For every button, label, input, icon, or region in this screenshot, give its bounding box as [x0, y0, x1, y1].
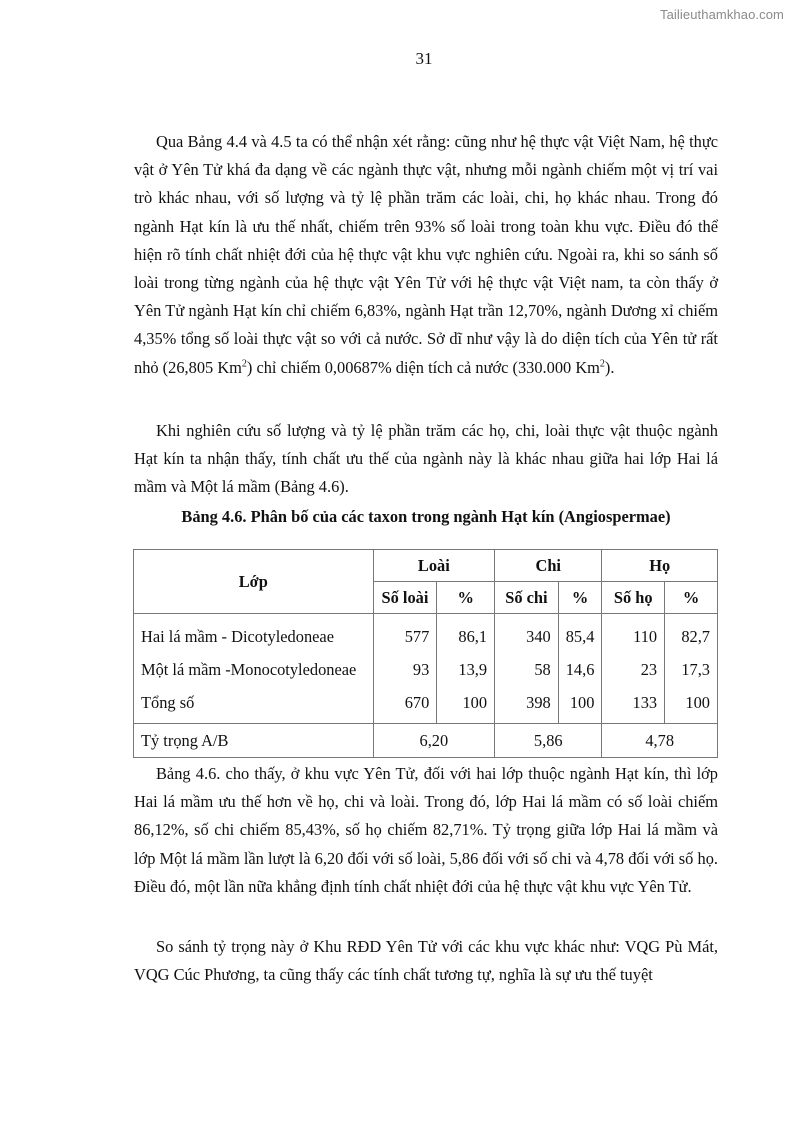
table-cell: 86,1	[437, 614, 495, 654]
superscript-2: 2	[599, 358, 605, 370]
header-sub: %	[558, 582, 602, 614]
table-cell: 14,6	[558, 653, 602, 686]
header-group-species: Loài	[373, 550, 494, 582]
page-number: 31	[415, 49, 433, 68]
table-cell: 23	[602, 653, 665, 686]
header-group-family: Họ	[602, 550, 718, 582]
paragraph-2: Khi nghiên cứu số lượng và tỷ lệ phần trăm các họ, chi, loài thực vật thuộc ngành Hạt kín ta nhận thấy, tính chất ưu thế của ngành này là khác nhau giữa hai lớp Hai lá mầm và Một lá mầm (Bảng 4.6).	[134, 421, 718, 497]
header-sub: %	[437, 582, 495, 614]
paragraph-3: Bảng 4.6. cho thấy, ở khu vực Yên Tử, đối với hai lớp thuộc ngành Hạt kín, thì lớp Hai lá mầm ưu thế hơn về họ, chi và loài. Trong đó, lớp Hai lá mầm có số loài chiếm 86,12%, số chi chiếm 85,43%, số họ chiếm 82,71%. Tỷ trọng giữa lớp Hai lá mầm và lớp Một lá mầm lần lượt là 6,20 đối với số loài, 5,86 đối với số chi và 4,78 đối với số họ. Điều đó, một lần nữa khẳng định tính chất nhiệt đới của hệ thực vật khu vực Yên Tử.	[134, 764, 718, 896]
table-cell: 577	[373, 614, 437, 654]
table-cell: 670	[373, 686, 437, 724]
table-row	[134, 686, 718, 724]
header-sub: %	[665, 582, 718, 614]
superscript-1: 2	[241, 358, 247, 370]
table-cell: 58	[495, 653, 559, 686]
row-label: Một lá mầm -Monocotyledoneae	[134, 653, 374, 686]
table-row	[134, 614, 718, 654]
ratio-row	[134, 724, 718, 758]
ratio-label: Tỷ trọng A/B	[134, 724, 374, 758]
table-cell: 110	[602, 614, 665, 654]
table-row	[134, 653, 718, 686]
ratio-family: 4,78	[602, 724, 718, 758]
header-sub: Số họ	[602, 582, 665, 614]
table-cell: 133	[602, 686, 665, 724]
paragraph-4: So sánh tỷ trọng này ở Khu RĐD Yên Tử với các khu vực khác như: VQG Pù Mát, VQG Cúc Phương, ta cũng thấy các tính chất tương tự, nghĩa là sự ưu thế tuyệt	[134, 937, 718, 985]
header-sub: Số loài	[373, 582, 437, 614]
taxon-table	[133, 549, 718, 758]
table-cell: 398	[495, 686, 559, 724]
ratio-genus: 5,86	[495, 724, 602, 758]
table-cell: 100	[558, 686, 602, 724]
paragraph-1-text-a: Qua Bảng 4.4 và 4.5 ta có thể nhận xét rằng: cũng như hệ thực vật Việt Nam, hệ thực vật ở Yên Tử khá đa dạng về các ngành thực vật, nhưng mỗi ngành chiếm một vị trí vai trò khác nhau, với số lượng và tỷ lệ phần trăm các loài, chi, họ khác nhau. Trong đó ngành Hạt kín là ưu thế nhất, chiếm trên 93% số loài trong toàn khu vực. Điều đó thể hiện rõ tính chất nhiệt đới của hệ thực vật khu vực nghiên cứu. Ngoài ra, khi so sánh số loài trong từng ngành của hệ thực vật Yên Tử với hệ thực vật Việt nam, ta còn thấy ở Yên Tử ngành Hạt kín chỉ chiếm 6,83%, ngành Hạt trần 12,70%, ngành Dương xỉ chiếm 4,35% tổng số loài thực vật so với cả nước. Sở dĩ như vậy là do diện tích của Yên tử rất nhỏ (26,805 Km	[134, 132, 718, 377]
paragraph-1-text-c: ).	[604, 357, 615, 377]
table-cell: 340	[495, 614, 559, 654]
table-cell: 100	[665, 686, 718, 724]
table-caption: Bảng 4.6. Phân bố của các taxon trong ngành Hạt kín (Angiospermae)	[181, 507, 671, 526]
table-cell: 100	[437, 686, 495, 724]
table-cell: 82,7	[665, 614, 718, 654]
watermark: Tailieuthamkhao.com	[659, 7, 784, 22]
row-label: Hai lá mầm - Dicotyledoneae	[134, 614, 374, 654]
table-cell: 13,9	[437, 653, 495, 686]
paragraph-1	[134, 128, 718, 382]
table-cell: 85,4	[558, 614, 602, 654]
paragraph-1-text-b: ) chỉ chiếm 0,00687% diện tích cả nước (330.000 Km	[246, 357, 600, 377]
header-class: Lớp	[134, 550, 374, 614]
header-group-genus: Chi	[495, 550, 602, 582]
row-label: Tổng số	[134, 686, 374, 724]
ratio-species: 6,20	[373, 724, 494, 758]
table-cell: 17,3	[665, 653, 718, 686]
header-sub: Số chi	[495, 582, 559, 614]
table-cell: 93	[373, 653, 437, 686]
